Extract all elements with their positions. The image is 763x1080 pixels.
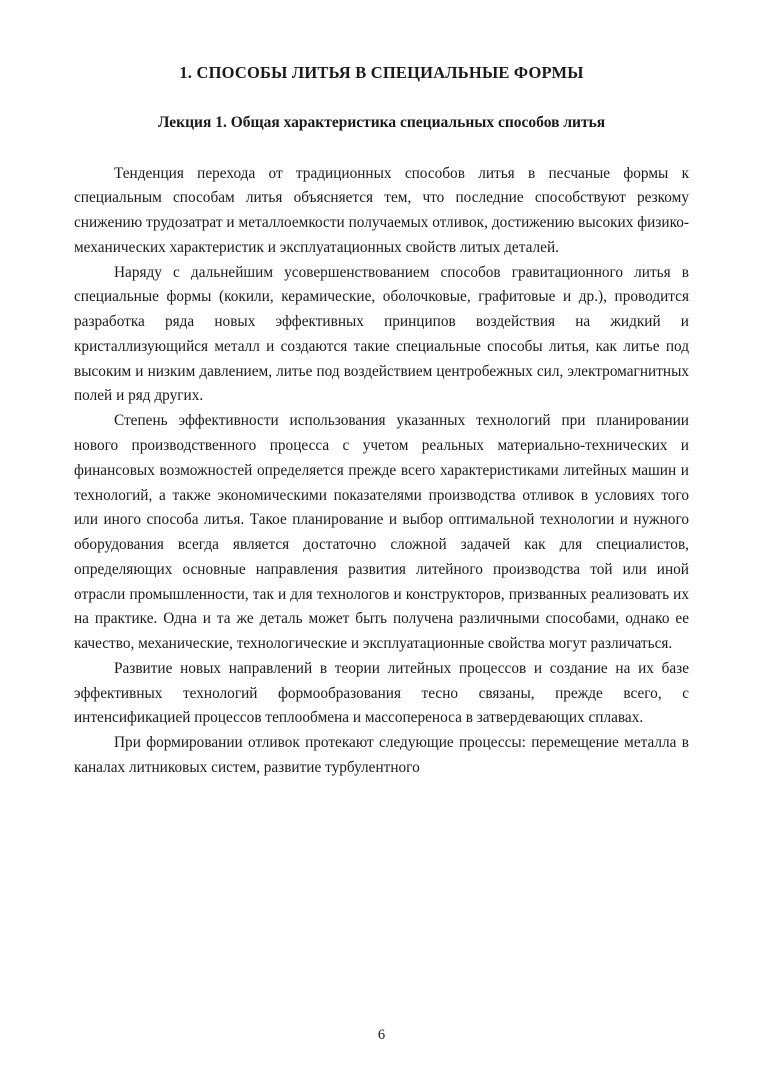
- lecture-title: Лекция 1. Общая характеристика специальных способов литья: [157, 114, 606, 132]
- page-title: 1. СПОСОБЫ ЛИТЬЯ В СПЕЦИАЛЬНЫЕ ФОРМЫ: [179, 63, 584, 82]
- paragraph: Наряду с дальнейшим усовершенствованием способов гравитационного литья в специальные формы (кокили, керамические, оболочковые, графитовые и др.), проводится разработка ряда новых эффективных принципов воздействия на жидкий и кристаллизующийся металл и создаются такие специальные способы литья, как литье под высоким и низким давлением, литье под воздействием центробежных сил, электромагнитных полей и ряд других.: [74, 263, 689, 405]
- paragraph: При формировании отливок протекают следующие процессы: перемещение металла в каналах литниковых систем, развитие турбулентного: [74, 734, 689, 776]
- paragraph: Тенденция перехода от традиционных способов литья в песчаные формы к специальным способам литья объясняется тем, что последние способствуют резкому снижению трудозатрат и металлоемкости получаемых отливок, достижению высоких физико-механических характеристик и эксплуатационных свойств литых деталей.: [74, 164, 689, 256]
- paragraph: Развитие новых направлений в теории литейных процессов и создание на их базе эффективных технологий формообразования тесно связаны, прежде всего, с интенсификацией процессов теплообмена и массопереноса в затвердевающих сплавах.: [74, 659, 689, 727]
- paragraph: Степень эффективности использования указанных технологий при планировании нового производственного процесса с учетом реальных материально-технических и финансовых возможностей определяется прежде всего характеристиками литейных машин и технологий, а также экономическими показателями производства отливок в условиях того или иного способа литья. Такое планирование и выбор оптимальной технологии и нужного оборудования всегда является достаточно сложной задачей как для специалистов, определяющих основные направления развития литейного производства той или иной отрасли промышленности, так и для технологов и конструкторов, призванных реализовать их на практике. Одна и та же деталь может быть получена различными способами, однако ее качество, механические, технологические и эксплуатационные свойства могут различаться.: [74, 412, 689, 653]
- page-number: 6: [377, 1027, 386, 1043]
